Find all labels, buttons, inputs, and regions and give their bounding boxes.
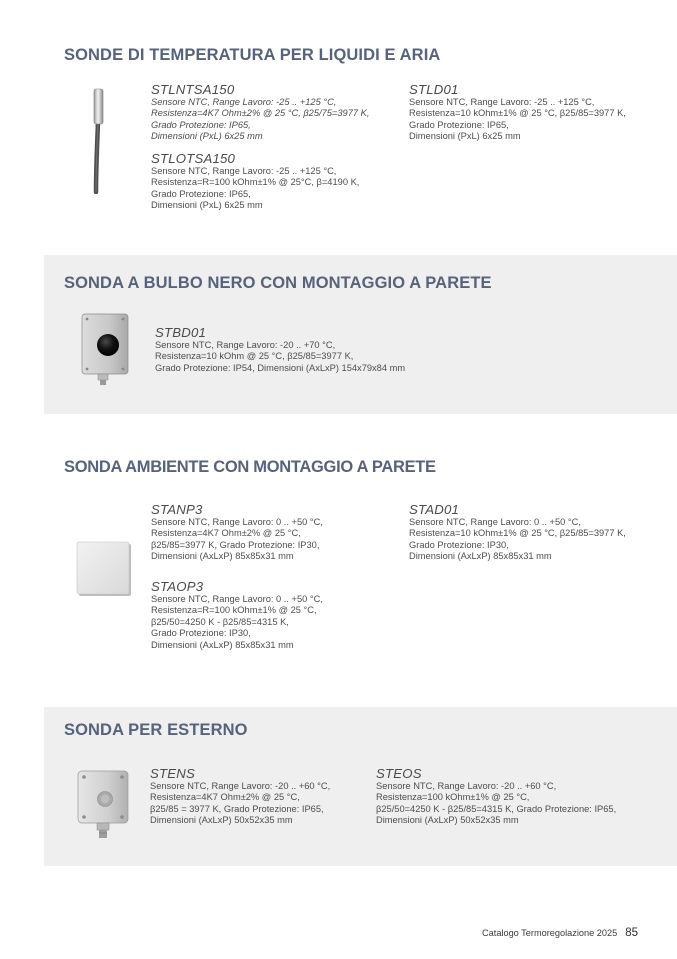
product-code: STANP3 xyxy=(151,502,203,517)
spec-line: Sensore NTC, Range Lavoro: -20 .. +60 °C, xyxy=(376,781,557,791)
spec-line: Dimensioni (PxL) 6x25 mm xyxy=(409,131,521,142)
spec-line: Dimensioni (PxL) 6x25 mm xyxy=(151,131,263,142)
product-stlntsa150 xyxy=(151,82,369,143)
spec-line: Grado Protezione: IP30, xyxy=(409,539,509,550)
product-stens xyxy=(150,766,330,827)
spec-line: Grado Protezione: IP65, xyxy=(151,119,251,130)
spec-line: Grado Protezione: IP65, xyxy=(409,119,509,130)
section-title-esterno: SONDA PER ESTERNO xyxy=(64,721,248,739)
product-stad01 xyxy=(409,502,626,563)
page-number: 85 xyxy=(625,927,638,939)
spec-line: Sensore NTC, Range Lavoro: -20 .. +60 °C, xyxy=(150,781,331,791)
product-code: STLNTSA150 xyxy=(151,82,235,97)
spec-line: Dimensioni (AxLxP) 50x52x35 mm xyxy=(150,815,293,826)
footer-catalog-title: Catalogo Termoregolazione 2025 xyxy=(482,928,618,938)
spec-line: Sensore NTC, Range Lavoro: -25 .. +125 °C, xyxy=(151,97,337,107)
spec-line: Sensore NTC, Range Lavoro: 0 .. +50 °C, xyxy=(409,517,581,527)
spec-line: Resistenza=4K7 Ohm±2% @ 25 °C, xyxy=(151,528,301,539)
spec-line: Dimensioni (AxLxP) 85x85x31 mm xyxy=(409,551,552,562)
spec-line: Grado Protezione: IP30, xyxy=(151,628,251,639)
spec-line: Resistenza=10 kOhm±1% @ 25 °C, β25/85=3977 K, xyxy=(409,108,626,119)
spec-line: Resistenza=4K7 Ohm±2% @ 25 °C, β25/75=3977 K, xyxy=(151,108,370,119)
section-title-liquidi-aria: SONDE DI TEMPERATURA PER LIQUIDI E ARIA xyxy=(64,46,441,64)
spec-line: Grado Protezione: IP54, Dimensioni (AxLxP) 154x79x84 mm xyxy=(155,362,406,373)
outdoor-probe-image xyxy=(76,769,132,846)
spec-line: β25/50=4250 K - β25/85=4315 K, Grado Protezione: IP65, xyxy=(376,803,617,814)
spec-line: Resistenza=R=100 kOhm±1% @ 25°C, β=4190 K, xyxy=(151,177,360,188)
product-stld01 xyxy=(409,82,626,143)
spec-line: β25/85=3977 K, Grado Protezione: IP30, xyxy=(151,539,320,550)
probe-cable-image xyxy=(88,88,110,199)
spec-line: Sensore NTC, Range Lavoro: -25 .. +125 °C, xyxy=(151,166,337,176)
product-steos xyxy=(376,766,616,827)
section-title-bulbo-nero: SONDA A BULBO NERO CON MONTAGGIO A PARETE xyxy=(64,274,492,292)
black-bulb-probe-image xyxy=(80,312,132,391)
product-code: STAOP3 xyxy=(151,579,204,594)
spec-line: β25/50=4250 K - β25/85=4315 K, xyxy=(151,616,289,627)
spec-line: Dimensioni (AxLxP) 85x85x31 mm xyxy=(151,639,294,650)
product-stbd01 xyxy=(155,325,405,374)
product-stlotsa150 xyxy=(151,151,359,212)
spec-line: Resistenza=10 kOhm±1% @ 25 °C, β25/85=3977 K, xyxy=(409,528,626,539)
product-staop3 xyxy=(151,579,323,651)
product-code: STENS xyxy=(150,766,195,781)
product-code: STBD01 xyxy=(155,325,207,340)
spec-line: Dimensioni (AxLxP) 85x85x31 mm xyxy=(151,551,294,562)
product-code: STAD01 xyxy=(409,502,460,517)
spec-line: Sensore NTC, Range Lavoro: 0 .. +50 °C, xyxy=(151,517,323,527)
product-code: STLOTSA150 xyxy=(151,151,236,166)
spec-line: Dimensioni (PxL) 6x25 mm xyxy=(151,200,263,211)
spec-line: Sensore NTC, Range Lavoro: -20 .. +70 °C, xyxy=(155,340,336,350)
spec-line: Resistenza=10 kOhm @ 25 °C, β25/85=3977 K, xyxy=(155,351,354,362)
spec-line: Sensore NTC, Range Lavoro: 0 .. +50 °C, xyxy=(151,594,323,604)
spec-line: Sensore NTC, Range Lavoro: -25 .. +125 °C, xyxy=(409,97,595,107)
product-code: STLD01 xyxy=(409,82,459,97)
spec-line: Resistenza=R=100 kOhm±1% @ 25 °C, xyxy=(151,605,317,616)
spec-line: Resistenza=100 kOhm±1% @ 25 °C, xyxy=(376,792,530,803)
section-title-ambiente: SONDA AMBIENTE CON MONTAGGIO A PARETE xyxy=(64,458,436,476)
page-footer xyxy=(0,927,638,939)
room-probe-image xyxy=(76,540,134,603)
spec-line: Dimensioni (AxLxP) 50x52x35 mm xyxy=(376,815,519,826)
product-code: STEOS xyxy=(376,766,422,781)
spec-line: Resistenza=4K7 Ohm±2% @ 25 °C, xyxy=(150,792,300,803)
spec-line: β25/85 = 3977 K, Grado Protezione: IP65, xyxy=(150,803,324,814)
product-stanp3 xyxy=(151,502,323,563)
spec-line: Grado Protezione: IP65, xyxy=(151,188,251,199)
